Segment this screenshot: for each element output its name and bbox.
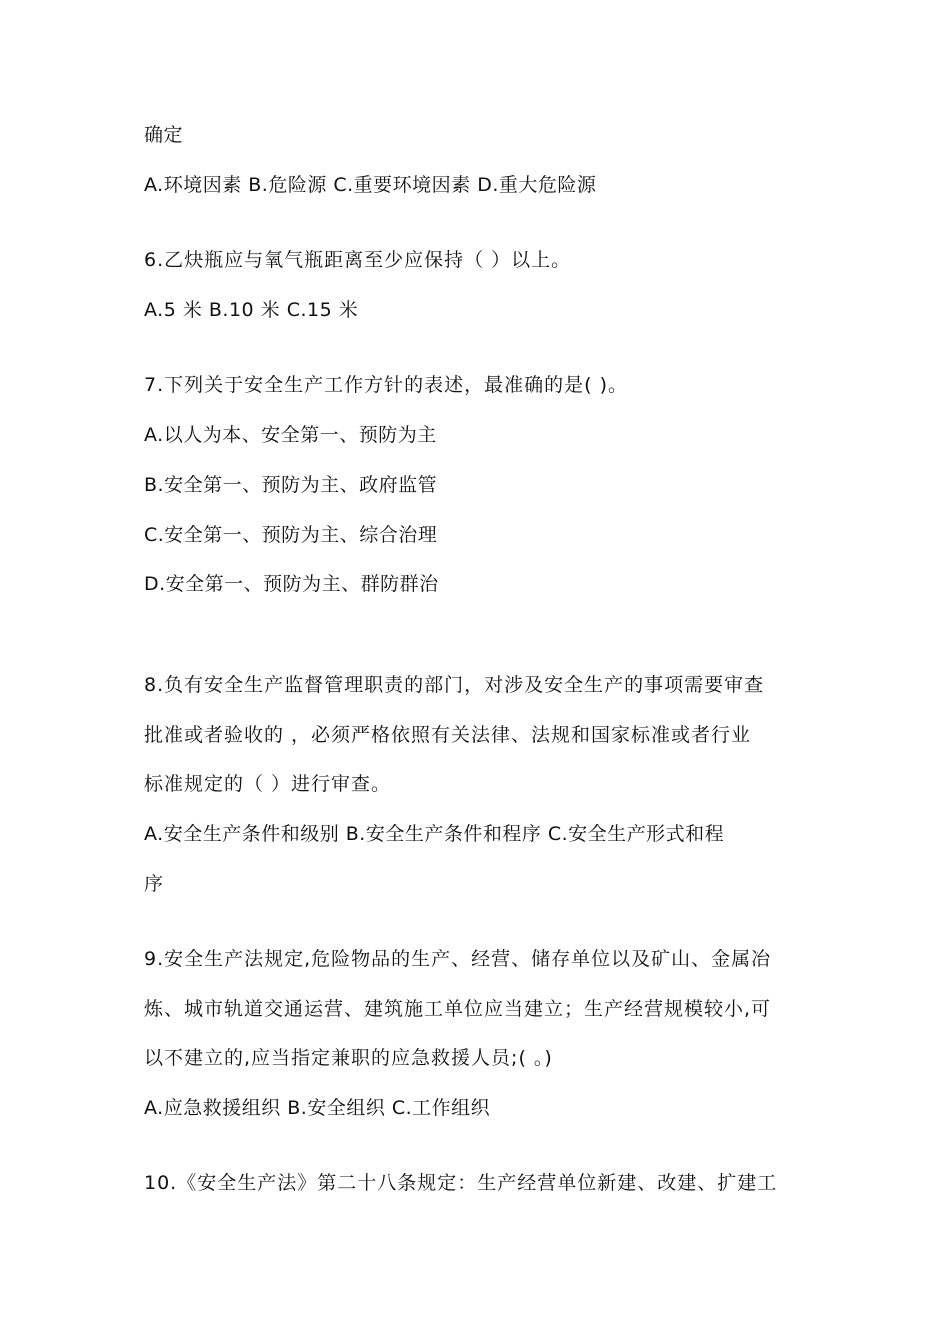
q8-options-wrap: 序 [144,873,164,895]
q8-question-line-2: 批准或者验收的 ，必须严格依照有关法律、法规和国家标准或者行业 [144,724,752,746]
q9-question-line-2: 炼、城市轨道交通运营、建筑施工单位应当建立；生产经营规模较小,可 [144,998,772,1020]
q10-question-line-1: 10.《安全生产法》第二十八条规定：生产经营单位新建、改建、扩建工 [144,1172,778,1194]
q9-options: A.应急救援组织 B.安全组织 C.工作组织 [144,1097,491,1119]
document-page [144,0,814,1344]
q8-question-line-3: 标准规定的（ ）进行审查。 [144,773,392,795]
q7-question: 7.下列关于安全生产工作方针的表述，最准确的是( )。 [144,374,628,396]
q9-question-line-1: 9.安全生产法规定,危险物品的生产、经营、储存单位以及矿山、金属冶 [144,948,772,970]
q8-options: A.安全生产条件和级别 B.安全生产条件和程序 C.安全生产形式和程 [144,823,725,845]
q7-option-a: A.以人为本、安全第一、预防为主 [144,424,437,446]
q7-option-b: B.安全第一、预防为主、政府监管 [144,474,438,496]
q6-question: 6.乙炔瓶应与氧气瓶距离至少应保持（ ）以上。 [144,249,572,271]
q9-question-line-3: 以不建立的,应当指定兼职的应急救援人员;( 。) [144,1047,553,1069]
q7-option-c: C.安全第一、预防为主、综合治理 [144,524,438,546]
q5-options: A.环境因素 B.危险源 C.重要环境因素 D.重大危险源 [144,174,597,196]
text-line-continuation: 确定 [144,124,184,146]
q8-question-line-1: 8.负有安全生产监督管理职责的部门，对涉及安全生产的事项需要审查 [144,674,765,696]
q6-options: A.5 米 B.10 米 C.15 米 [144,299,359,321]
q7-option-d: D.安全第一、预防为主、群防群治 [144,573,439,595]
